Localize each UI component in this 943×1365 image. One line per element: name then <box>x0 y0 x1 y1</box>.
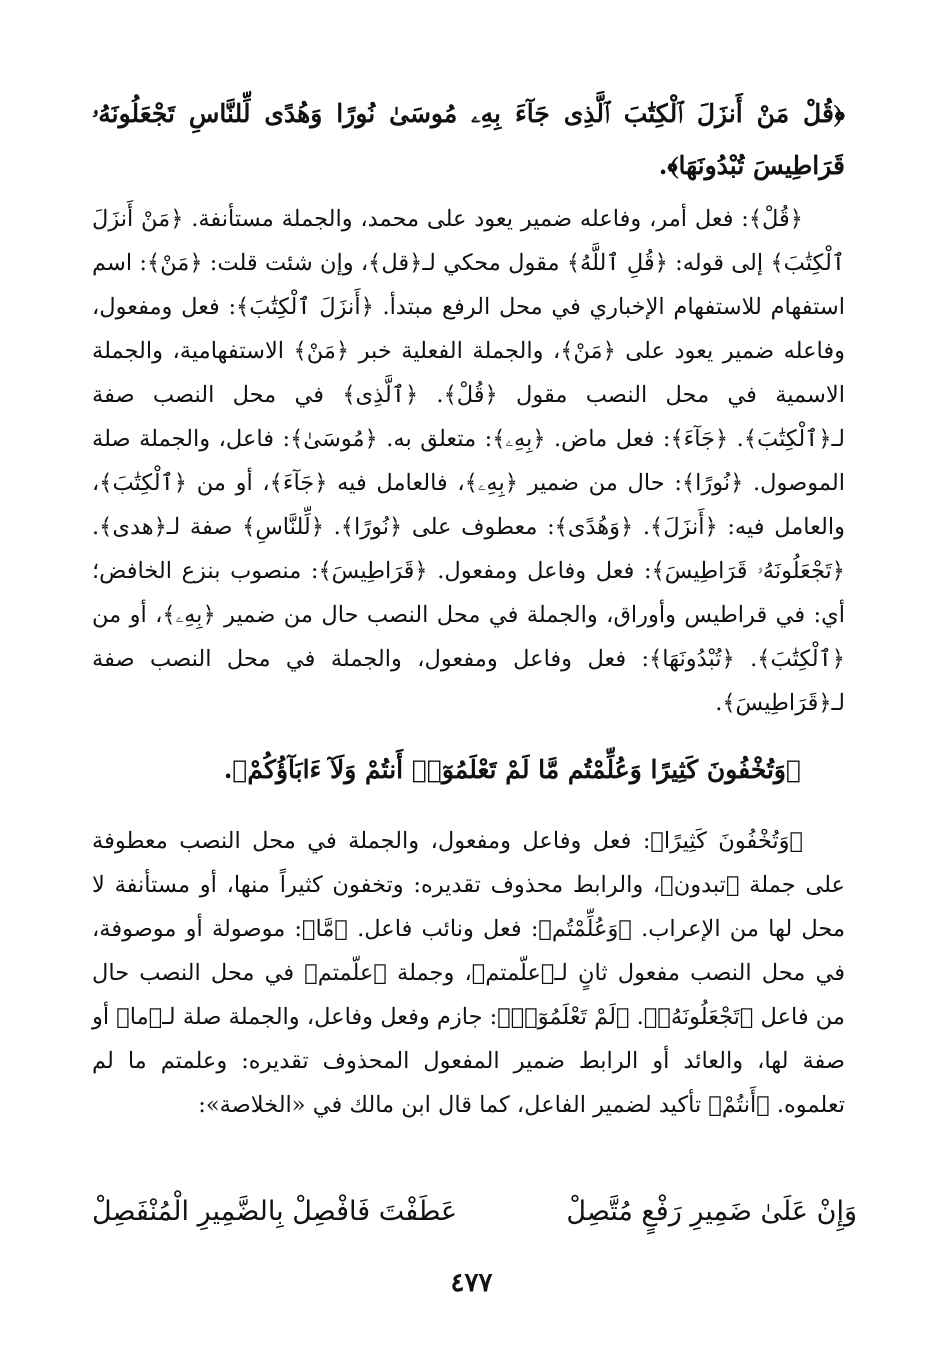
commentary-paragraph-1: ﴿قُلْ﴾: فعل أمر، وفاعله ضمير يعود على محمد، والجملة مستأنفة. ﴿مَنْ أَنزَلَ ٱلْكِتَٰبَ﴾ إلى قوله: ﴿قُلِ ٱللَّهُ﴾ مقول محكي لـ﴿قل﴾، وإن شئت قلت: ﴿مَنْ﴾: اسم استفهام للاستفهام الإخباري في محل الرفع مبتدأ. ﴿أَنزَلَ ٱلْكِتَٰبَ﴾: فعل ومفعول، وفاعله ضمير يعود على ﴿مَنْ﴾، والجملة الفعلية خبر ﴿مَنْ﴾ الاستفهامية، والجملة الاسمية في محل النصب مقول ﴿قُلْ﴾. ﴿ٱلَّذِى﴾ في محل النصب صفة لـ﴿ٱلْكِتَٰبَ﴾. ﴿جَآءَ﴾: فعل ماض. ﴿بِهِۦ﴾: متعلق به. ﴿مُوسَىٰ﴾: فاعل، والجملة صلة الموصول. ﴿نُورًا﴾: حال من ضمير ﴿بِهِۦ﴾، فالعامل فيه ﴿جَآءَ﴾، أو من ﴿ٱلْكِتَٰبَ﴾، والعامل فيه: ﴿أَنزَلَ﴾. ﴿وَهُدًى﴾: معطوف على ﴿نُورًا﴾. ﴿لِّلنَّاسِ﴾ صفة لـ﴿هدى﴾. ﴿تَجْعَلُونَهُۥ قَرَاطِيسَ﴾: فعل وفاعل ومفعول. ﴿قَرَاطِيسَ﴾: منصوب بنزع الخافض؛ أي: في قراطيس وأوراق، والجملة في محل النصب حال من ضمير ﴿بِهِۦ﴾، أو من ﴿ٱلْكِتَٰبَ﴾. ﴿تُبْدُونَهَا﴾: فعل وفاعل ومفعول، والجملة في محل النصب صفة لـ﴿قَرَاطِيسَ﴾. <box>92 206 845 716</box>
poetry-verse <box>92 1185 857 1237</box>
commentary-block-2 <box>92 819 845 1127</box>
quran-verse-2: ﴿وَتُخْفُونَ كَثِيرًا وَعُلِّمْتُم مَّا لَمْ تَعْلَمُوٓا۟ أَنتُمْ وَلَآ ءَابَآؤُكُمْ﴾. <box>223 755 801 784</box>
poetry-second-hemistich: عَطَفْتَ فَافْصِلْ بِالضَّمِيرِ الْمُنْفَصِلْ <box>92 1195 458 1227</box>
poetry-first-hemistich: وَإِنْ عَلَىٰ ضَمِيرِ رَفْعٍ مُتَّصِلْ <box>566 1195 857 1227</box>
page-number: ٤٧٧ <box>450 1268 493 1298</box>
commentary-paragraph-2: ﴿وَتُخْفُونَ كَثِيرًا﴾: فعل وفاعل ومفعول، والجملة في محل النصب معطوفة على جملة ﴿تبدون﴾، والرابط محذوف تقديره: وتخفون كثيراً منها، أو مستأنفة لا محل لها من الإعراب. ﴿وَعُلِّمْتُم﴾: فعل ونائب فاعل. ﴿مَّا﴾: موصولة أو موصوفة، في محل النصب مفعول ثانٍ لـ﴿علّمتم﴾، وجملة ﴿علّمتم﴾ في محل النصب حال من فاعل ﴿تَجْعَلُونَهُۥ﴾. ﴿لَمْ تَعْلَمُوٓا۟﴾: جازم وفعل وفاعل، والجملة صلة لـ﴿ما﴾ أو صفة لها، والعائد أو الرابط ضمير المفعول المحذوف تقديره: وعلمتم ما لم تعلموه. ﴿أَنتُمْ﴾ تأكيد لضمير الفاعل، كما قال ابن مالك في «الخلاصة»: <box>92 828 845 1118</box>
quran-verse-1: ﴿قُلْ مَنْ أَنزَلَ ٱلْكِتَٰبَ ٱلَّذِى جَآءَ بِهِۦ مُوسَىٰ نُورًا وَهُدًى لِّلنَّاسِ تَجْعَلُونَهُۥ قَرَاطِيسَ تُبْدُونَهَا﴾. <box>92 99 845 180</box>
commentary-block-1 <box>92 197 845 725</box>
